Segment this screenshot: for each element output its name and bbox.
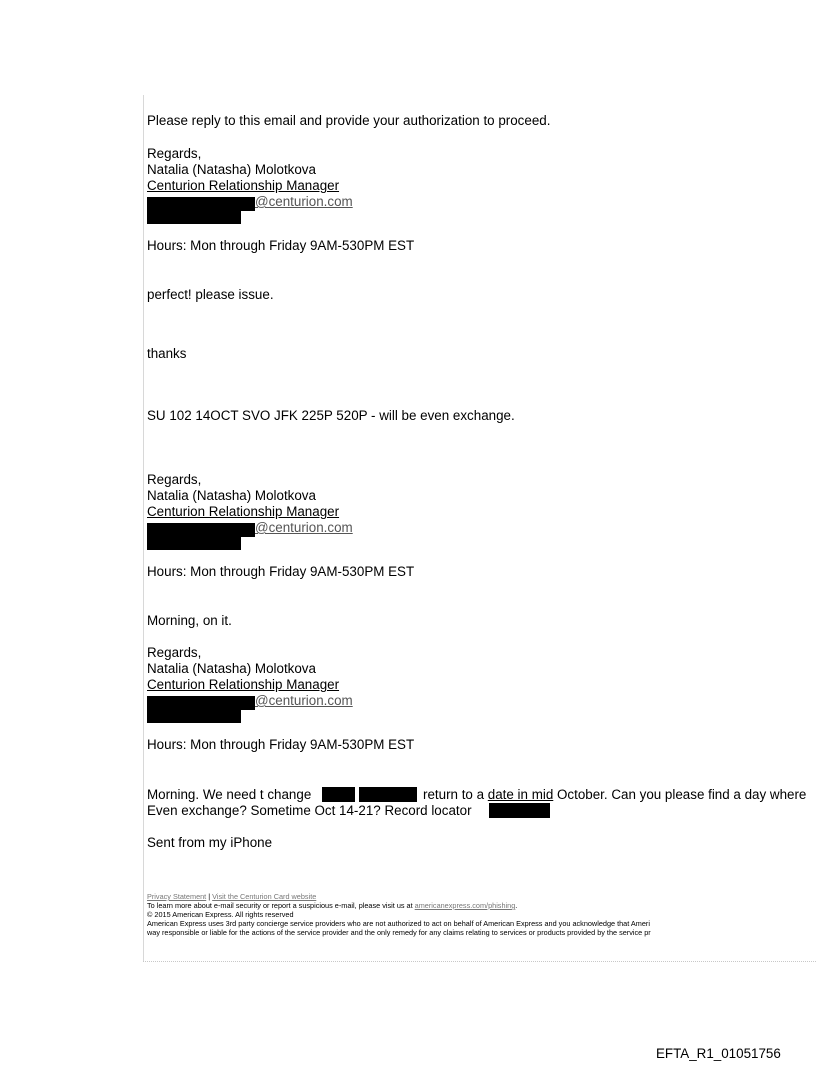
signature-regards: Regards, [147, 645, 202, 660]
signature-email-link[interactable]: @centurion.com [255, 520, 353, 535]
message-body: return to a date in mid October. Can you please find a day where [423, 787, 807, 802]
signature-email-link[interactable]: @centurion.com [255, 194, 353, 209]
redaction-bar [147, 211, 241, 224]
privacy-statement-link[interactable]: Privacy Statement [147, 893, 207, 901]
message-body: Even exchange? Sometime Oct 14-21? Record locator [147, 803, 472, 818]
footer-disclaimer: American Express uses 3rd party concierge service providers who are not authorized to act on behalf of American Express and you acknowledge that Ameri [147, 920, 650, 928]
message-body: Morning. We need t change [147, 787, 312, 802]
redaction-bar [147, 710, 241, 723]
redaction-bar [147, 523, 255, 537]
signature-name: Natalia (Natasha) Molotkova [147, 162, 316, 177]
redaction-bar [147, 537, 241, 550]
signature-title: Centurion Relationship Manager [147, 178, 340, 193]
phishing-link[interactable]: americanexpress.com/phishing [414, 902, 516, 910]
signature-hours: Hours: Mon through Friday 9AM-530PM EST [147, 238, 415, 253]
signature-regards: Regards, [147, 146, 202, 161]
signature-hours: Hours: Mon through Friday 9AM-530PM EST [147, 564, 415, 579]
signature-email-row [147, 693, 415, 752]
signature-name: Natalia (Natasha) Molotkova [147, 661, 316, 676]
footer-links: Privacy Statement | Visit the Centurion Card website [147, 893, 317, 901]
redaction-bar [147, 696, 255, 710]
signature-hours: Hours: Mon through Friday 9AM-530PM EST [147, 737, 415, 752]
message-body: Please reply to this email and provide your authorization to proceed. [147, 113, 551, 128]
centurion-website-link[interactable]: Visit the Centurion Card website [212, 893, 317, 901]
redaction-bar [147, 197, 255, 211]
message-body: Morning, on it. [147, 613, 232, 628]
message-body: SU 102 14OCT SVO JFK 225P 520P - will be even exchange. [147, 408, 515, 423]
signature-block [147, 146, 415, 253]
email-thread-border [143, 95, 144, 961]
signature-email-row [147, 520, 415, 579]
redaction-bar [489, 803, 550, 818]
document-id: EFTA_R1_01051756 [656, 1046, 781, 1061]
redaction-bar [359, 787, 417, 802]
message-signoff: Sent from my iPhone [147, 835, 273, 850]
email-thread-bottom-rule [143, 961, 816, 962]
redaction-bar [322, 787, 355, 802]
signature-regards: Regards, [147, 472, 202, 487]
message-body: thanks [147, 346, 187, 361]
footer-disclaimer: way responsible or liable for the actions of the service provider and the only remedy for any claims relating to services or products provided by the service pr [147, 929, 651, 937]
signature-block [147, 645, 415, 752]
footer-security-notice: To learn more about e-mail security or report a suspicious e-mail, please visit us at americanexpress.com/phishing. [147, 902, 518, 910]
signature-email-row [147, 194, 415, 253]
footer-copyright: © 2015 American Express. All rights reserved [147, 911, 294, 919]
signature-block [147, 472, 415, 579]
signature-email-link[interactable]: @centurion.com [255, 693, 353, 708]
message-body: perfect! please issue. [147, 287, 274, 302]
signature-title: Centurion Relationship Manager [147, 504, 340, 519]
signature-title: Centurion Relationship Manager [147, 677, 340, 692]
signature-name: Natalia (Natasha) Molotkova [147, 488, 316, 503]
